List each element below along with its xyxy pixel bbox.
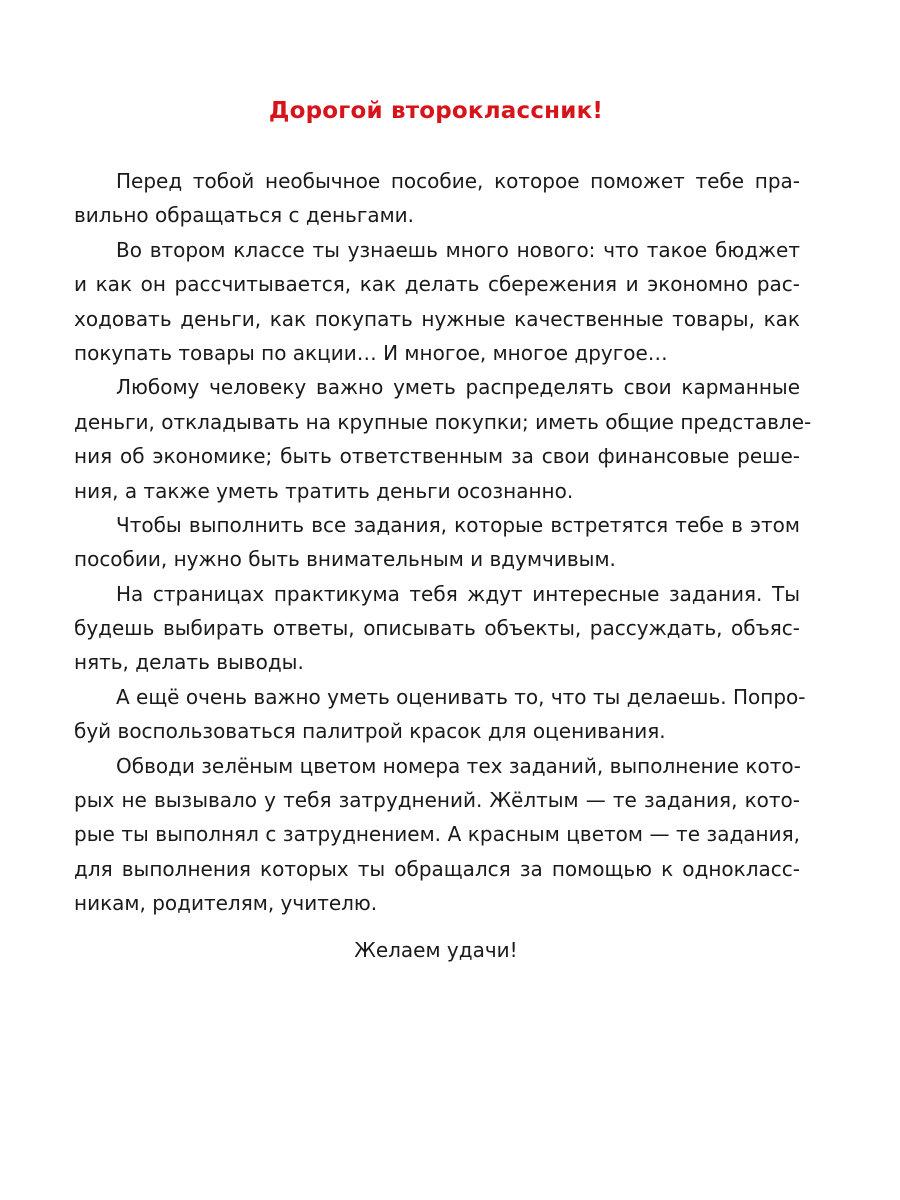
paragraph: [74, 680, 806, 749]
closing-text: Желаем удачи!: [354, 938, 518, 962]
text-line: деньги, откладывать на крупные покупки; иметь общие представле-: [74, 409, 812, 434]
paragraph: [74, 164, 800, 233]
text-line: ния об экономике; быть ответственным за свои финансовые реше-: [74, 444, 800, 469]
text-line: будешь выбирать ответы, описывать объекты, рассуждать, объяс-: [74, 616, 800, 641]
paragraph: [74, 233, 800, 371]
text-line: ния, а также уметь тратить деньги осознанно.: [74, 478, 574, 503]
paragraph: [74, 577, 800, 680]
paragraph: [74, 508, 800, 577]
text-line: рые ты выполнял с затруднением. А красным цветом — те задания,: [74, 822, 800, 847]
text-line: пособии, нужно быть внимательным и вдумчивым.: [74, 547, 616, 572]
text-line: никам, родителям, учителю.: [74, 891, 378, 916]
text-line: Во втором классе ты узнаешь много нового: что такое бюджет: [116, 237, 800, 262]
text-line: покупать товары по акции… И многое, многое другое…: [74, 340, 668, 365]
paragraph: [74, 749, 800, 921]
text-line: нять, делать выводы.: [74, 650, 304, 675]
text-line: рых не вызывало у тебя затруднений. Жёлтым — те задания, кото-: [74, 788, 800, 813]
text-line: для выполнения которых ты обращался за помощью к однокласс-: [74, 856, 800, 881]
text-line: Перед тобой необычное пособие, которое поможет тебе пра-: [116, 169, 800, 193]
text-line: буй воспользоваться палитрой красок для оценивания.: [74, 719, 666, 744]
text-line: ходовать деньги, как покупать нужные качественные товары, как: [74, 306, 800, 331]
text-line: А ещё очень важно уметь оценивать то, что ты делаешь. Попро-: [116, 684, 806, 709]
text-line: вильно обращаться с деньгами.: [74, 203, 415, 228]
page-title: Дорогой второклассник!: [268, 98, 604, 124]
text-line: На страницах практикума тебя ждут интересные задания. Ты: [116, 581, 800, 606]
text-line: Обводи зелёным цветом номера тех заданий, выполнение кото-: [116, 753, 801, 778]
text-line: и как он рассчитывается, как делать сбережения и экономно рас-: [74, 272, 800, 297]
text-line: Чтобы выполнить все задания, которые встретятся тебе в этом: [116, 512, 800, 537]
text-line: Любому человеку важно уметь распределять свои карманные: [116, 375, 800, 400]
body-text: [74, 164, 812, 921]
paragraph: [74, 370, 812, 508]
